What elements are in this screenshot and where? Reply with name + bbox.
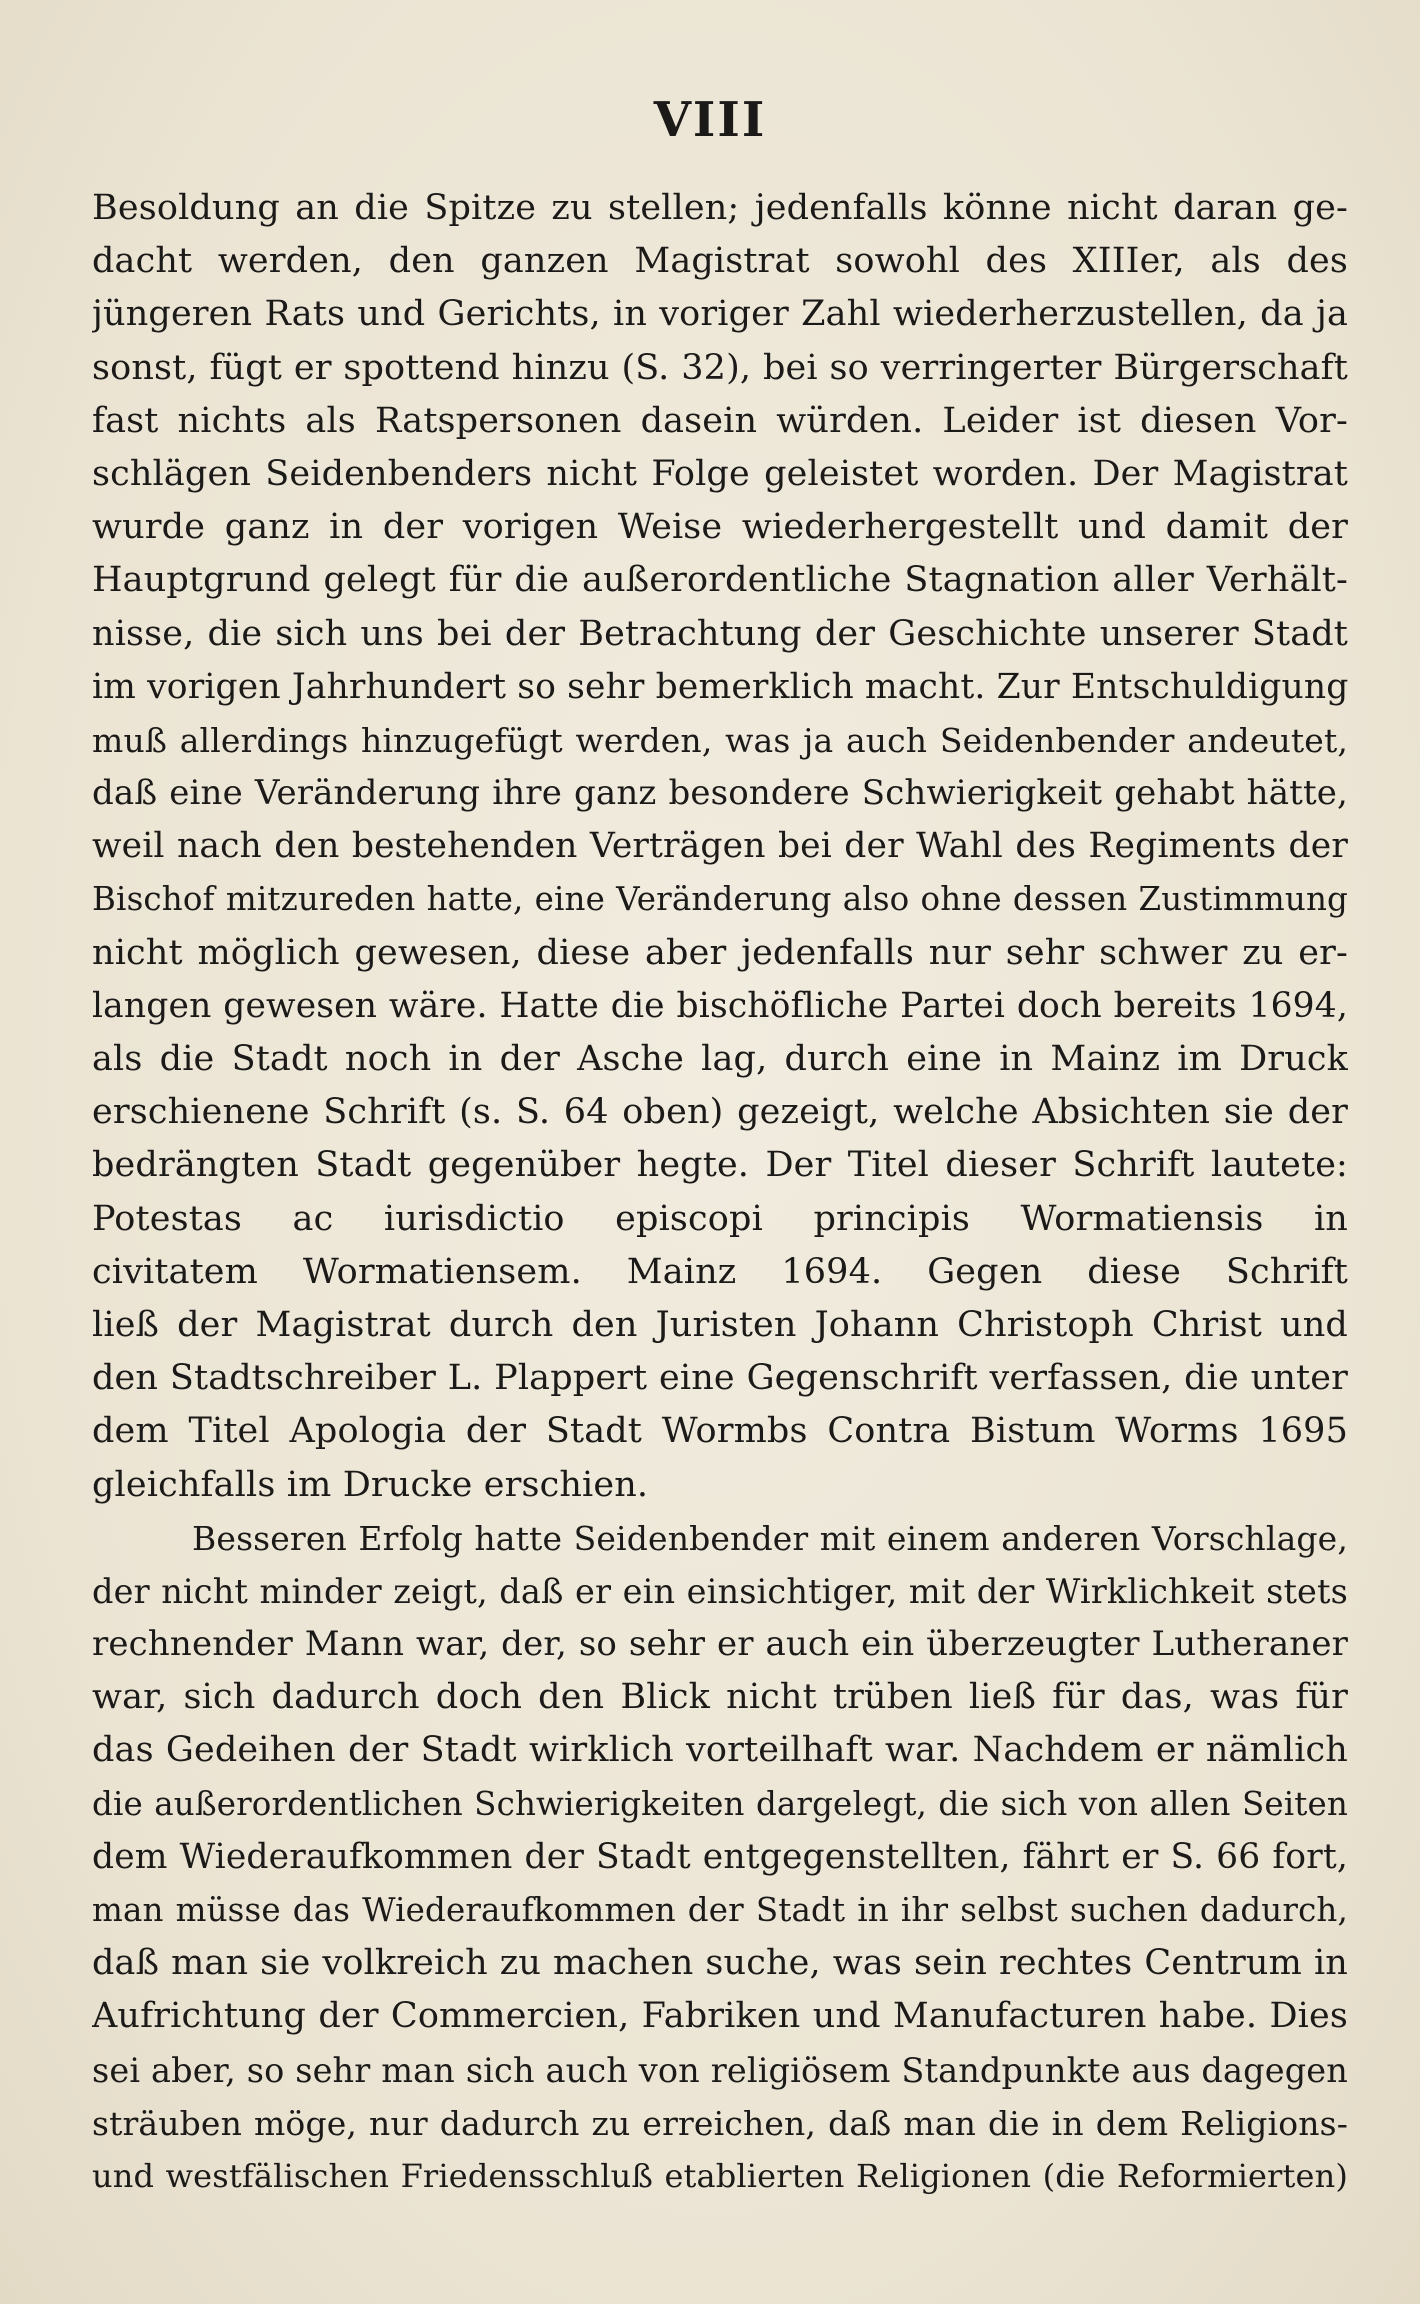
text-line: wurde ganz in der vorigen Weise wiederhergestellt und damit der [92,507,1348,548]
text-line: erschienene Schrift (s. S. 64 oben) gezeigt, welche Absichten sie der [92,1092,1348,1133]
page-number: VIII [653,92,767,148]
text-line: sei aber, so sehr man sich auch von religiösem Standpunkte aus dagegen [92,2050,1348,2090]
text-line: man müsse das Wiederaufkommen der Stadt in ihr selbst suchen dadurch, [92,1891,1348,1929]
text-line: fast nichts als Ratspersonen dasein würden. Leider ist diesen Vor- [92,400,1348,441]
text-line: Potestas ac iurisdictio episcopi principis Wormatiensis in [92,1198,1348,1239]
text-line: nicht möglich gewesen, diese aber jedenfalls nur sehr schwer zu er- [92,932,1348,973]
text-line: Aufrichtung der Commercien, Fabriken und Manufacturen habe. Dies [92,1996,1348,2037]
text-line: dem Wiederaufkommen der Stadt entgegenstellten, fährt er S. 66 fort, [92,1836,1348,1877]
text-line: Bischof mitzureden hatte, eine Veränderung also ohne dessen Zustimmung [92,880,1348,919]
text-line: rechnender Mann war, der, so sehr er auch ein überzeugter Lutheraner [92,1624,1348,1665]
text-line: Besoldung an die Spitze zu stellen; jedenfalls könne nicht daran ge- [92,188,1348,228]
paragraph-start-line: Besseren Erfolg hatte Seidenbender mit einem anderen Vorschlage, [192,1518,1348,1558]
text-line: das Gedeihen der Stadt wirklich vorteilhaft war. Nachdem er nämlich [92,1730,1348,1771]
text-line: als die Stadt noch in der Asche lag, durch eine in Mainz im Druck [92,1039,1348,1079]
text-line: nisse, die sich uns bei der Betrachtung der Geschichte unserer Stadt [92,613,1348,654]
text-line: langen gewesen wäre. Hatte die bischöfliche Partei doch bereits 1694, [92,985,1348,1026]
text-line: civitatem Wormatiensem. Mainz 1694. Gegen diese Schrift [92,1251,1348,1292]
text-line: schlägen Seidenbenders nicht Folge geleistet worden. Der Magistrat [92,453,1348,494]
text-line: jüngeren Rats und Gerichts, in voriger Zahl wiederherzustellen, da ja [92,294,1348,335]
text-line: die außerordentlichen Schwierigkeiten dargelegt, die sich von allen Seiten [92,1784,1348,1823]
text-line: sonst, fügt er spottend hinzu (S. 32), bei so verringerter Bürgerschaft [92,347,1348,388]
text-line: muß allerdings hinzugefügt werden, was ja auch Seidenbender andeutet, [92,720,1348,760]
text-line: weil nach den bestehenden Verträgen bei der Wahl des Regiments der [92,826,1348,867]
text-line: war, sich dadurch doch den Blick nicht trüben ließ für das, was für [92,1677,1348,1718]
text-line: daß eine Veränderung ihre ganz besondere Schwierigkeit gehabt hätte, [92,773,1348,814]
text-line: dem Titel Apologia der Stadt Wormbs Contra Bistum Worms 1695 [92,1411,1348,1452]
text-line: im vorigen Jahrhundert so sehr bemerklich macht. Zur Entschuldigung [92,666,1348,707]
text-line: sträuben möge, nur dadurch zu erreichen, daß man die in dem Religions- [92,2103,1348,2143]
text-line: den Stadtschreiber L. Plappert eine Gegenschrift verfassen, die unter [92,1358,1348,1399]
text-line: bedrängten Stadt gegenüber hegte. Der Titel dieser Schrift lautete: [92,1145,1348,1186]
body-text [92,182,1348,2203]
text-line: der nicht minder zeigt, daß er ein einsichtiger, mit der Wirklichkeit stets [92,1571,1348,1611]
text-line: und westfälischen Friedensschluß etablierten Religionen (die Reformierten) [92,2156,1348,2195]
text-line: Hauptgrund gelegt für die außerordentliche Stagnation aller Verhält- [92,560,1348,601]
text-line: dacht werden, den ganzen Magistrat sowohl des XIIIer, als des [92,241,1348,282]
text-line: ließ der Magistrat durch den Juristen Johann Christoph Christ und [92,1304,1348,1345]
text-line: daß man sie volkreich zu machen suche, was sein rechtes Centrum in [92,1943,1348,1984]
text-line: gleichfalls im Drucke erschien. [92,1464,649,1505]
